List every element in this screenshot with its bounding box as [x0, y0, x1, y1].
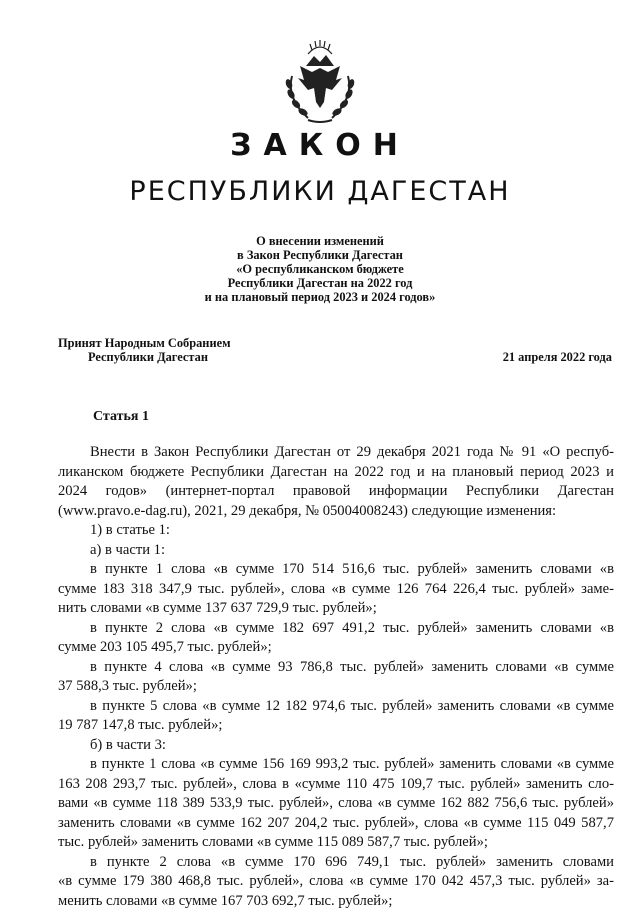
body-line: (www.pravo.e-dag.ru), 2021, 29 декабря, № 05004008243) следующие изменения: — [58, 502, 614, 522]
article-body — [58, 443, 614, 911]
adoption-line: Республики Дагестан — [58, 350, 231, 364]
adoption-statement — [58, 336, 231, 364]
law-republic-title: РЕСПУБЛИКИ ДАГЕСТАН — [0, 176, 640, 207]
body-line: 1) в статье 1: — [58, 521, 614, 541]
body-line: в пункте 1 слова «в сумме 170 514 516,6 тыс. рублей» заменить словами «в — [58, 560, 614, 580]
coat-of-arms-icon — [278, 36, 362, 126]
adoption-date: 21 апреля 2022 года — [503, 350, 612, 365]
body-line: «в сумме 179 380 468,8 тыс. рублей», слова «в сумме 170 042 457,3 тыс. рублей» за- — [58, 872, 614, 892]
subject-line: и на плановый период 2023 и 2024 годов» — [100, 290, 540, 304]
body-line: Внести в Закон Республики Дагестан от 29 декабря 2021 года № 91 «О респуб- — [58, 443, 614, 463]
body-line: тыс. рублей» заменить словами «в сумме 115 089 587,7 тыс. рублей»; — [58, 833, 614, 853]
body-line: а) в части 1: — [58, 541, 614, 561]
body-line: в пункте 2 слова «в сумме 170 696 749,1 тыс. рублей» заменить словами — [58, 853, 614, 873]
body-line: нить словами «в сумме 137 637 729,9 тыс. рублей»; — [58, 599, 614, 619]
body-line: заменить словами «в сумме 162 207 204,2 тыс. рублей», слова «в сумме 115 049 587,7 — [58, 814, 614, 834]
body-line: 163 208 293,7 тыс. рублей», слова в «сумме 110 475 109,7 тыс. рублей» заменить сло- — [58, 775, 614, 795]
body-line: в пункте 4 слова «в сумме 93 786,8 тыс. рублей» заменить словами «в сумме — [58, 658, 614, 678]
adoption-line: Принят Народным Собранием — [58, 336, 231, 350]
body-line: сумме 183 318 347,9 тыс. рублей», слова «в сумме 126 764 226,4 тыс. рублей» заме- — [58, 580, 614, 600]
law-subject — [100, 234, 540, 304]
body-line: 19 787 147,8 тыс. рублей»; — [58, 716, 614, 736]
subject-line: в Закон Республики Дагестан — [100, 248, 540, 262]
law-title: ЗАКОН — [0, 128, 640, 163]
article-heading: Статья 1 — [93, 409, 149, 425]
body-line: вами «в сумме 118 389 533,9 тыс. рублей», слова «в сумме 162 882 756,6 тыс. рублей» — [58, 794, 614, 814]
body-line: сумме 203 105 495,7 тыс. рублей»; — [58, 638, 614, 658]
body-line: ликанском бюджете Республики Дагестан на 2022 год и на плановый период 2023 и — [58, 463, 614, 483]
body-line: 2024 годов» (интернет-портал правовой информации Республики Дагестан — [58, 482, 614, 502]
body-line: 37 588,3 тыс. рублей»; — [58, 677, 614, 697]
subject-line: О внесении изменений — [100, 234, 540, 248]
body-line: в пункте 2 слова «в сумме 182 697 491,2 тыс. рублей» заменить словами «в — [58, 619, 614, 639]
body-line: в пункте 1 слова «в сумме 156 169 993,2 тыс. рублей» заменить словами «в сумме — [58, 755, 614, 775]
subject-line: Республики Дагестан на 2022 год — [100, 276, 540, 290]
subject-line: «О республиканском бюджете — [100, 262, 540, 276]
body-line: в пункте 5 слова «в сумме 12 182 974,6 тыс. рублей» заменить словами «в сумме — [58, 697, 614, 717]
body-line: б) в части 3: — [58, 736, 614, 756]
body-line: менить словами «в сумме 167 703 692,7 тыс. рублей»; — [58, 892, 614, 911]
